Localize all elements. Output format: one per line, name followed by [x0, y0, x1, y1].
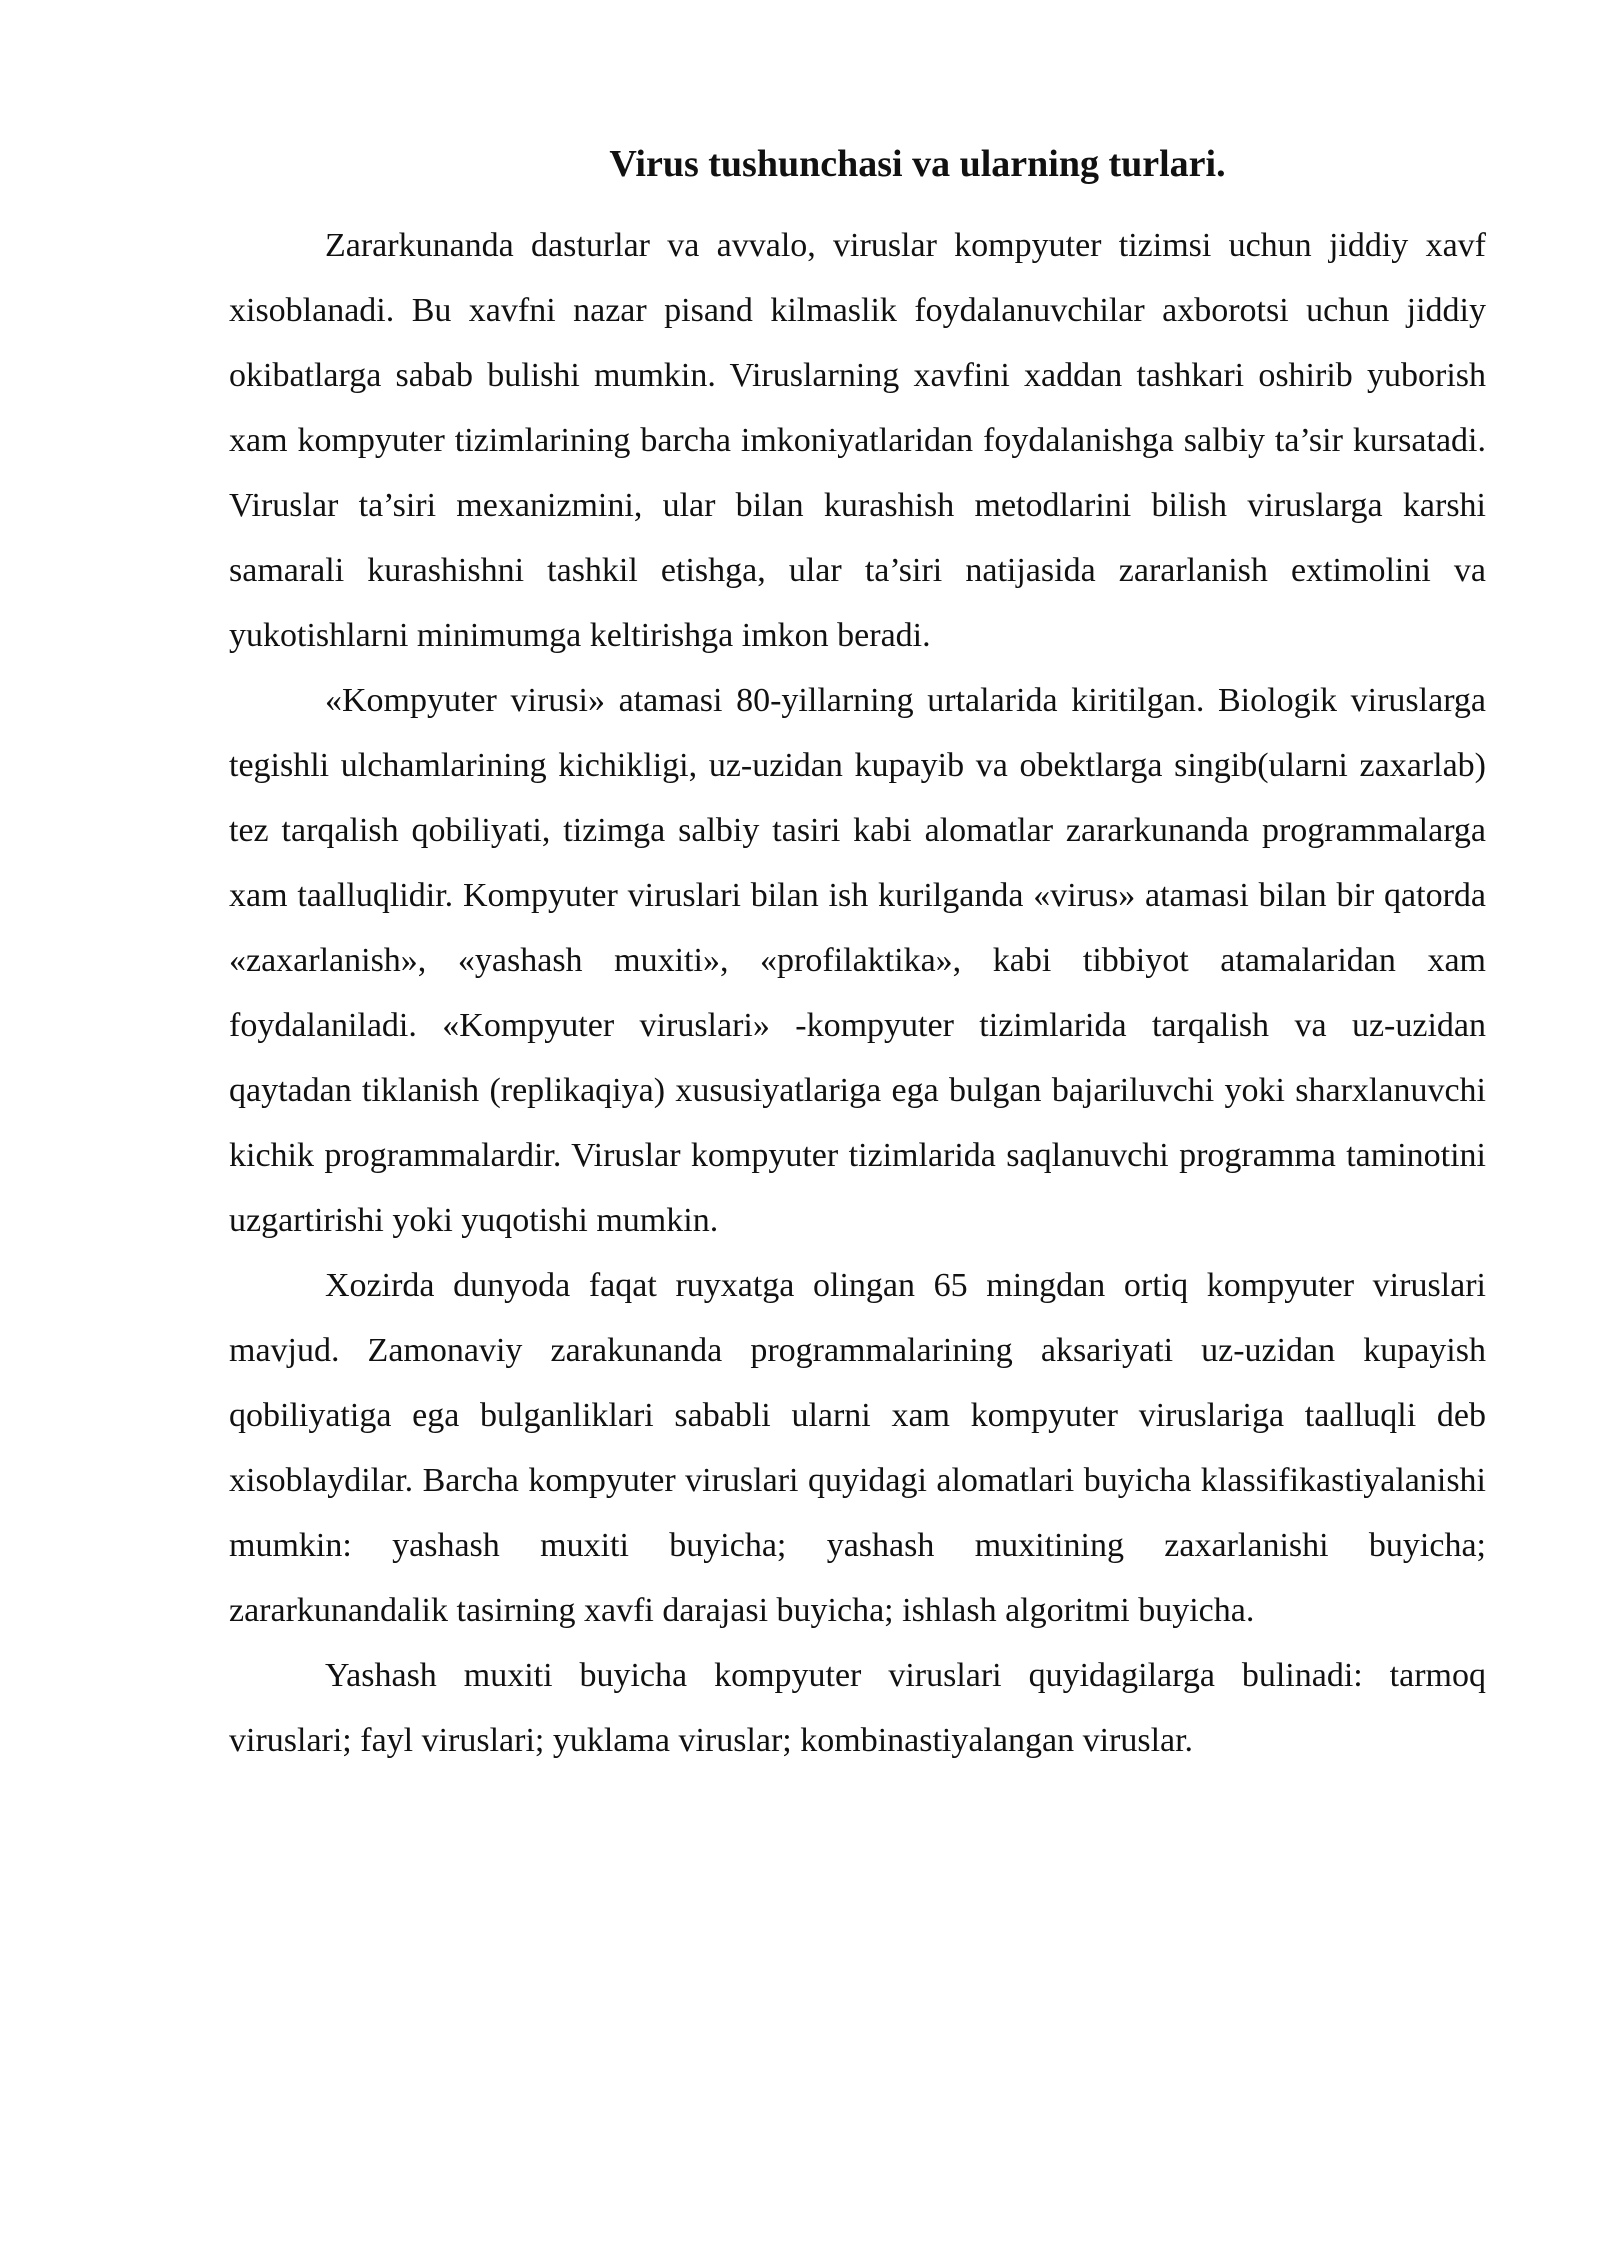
document-title: Virus tushunchasi va ularning turlari.	[609, 143, 1226, 185]
document-page	[229, 140, 1486, 1773]
paragraph: Yashash muxiti buyicha kompyuter viruslari quyidagilarga bulinadi: tarmoq viruslari; fayl viruslari; yuklama viruslar; kombinastiyalangan viruslar.	[229, 1657, 1486, 1760]
paragraph: Zararkunanda dasturlar va avvalo, viruslar kompyuter tizimsi uchun jiddiy xavf xisoblanadi. Bu xavfni nazar pisand kilmaslik foydalanuvchilar axborotsi uchun jiddiy okibatlarga sabab bulishi mumkin. Viruslarning xavfini xaddan tashkari oshirib yuborish xam kompyuter tizimlarining barcha imkoniyatlaridan foydalanishga salbiy ta’sir kursatadi. Viruslar ta’siri mexanizmini, ular bilan kurashish metodlarini bilish viruslarga karshi samarali kurashishni tashkil etishga, ular ta’siri natijasida zararlanish extimolini va yukotishlarni minimumga keltirishga imkon beradi.	[229, 227, 1486, 655]
paragraph: Xozirda dunyoda faqat ruyxatga olingan 65 mingdan ortiq kompyuter viruslari mavjud. Zamonaviy zarakunanda programmalarining aksariyati uz-uzidan kupayish qobiliyatiga ega bulganliklari sababli ularni xam kompyuter viruslariga taalluqli deb xisoblaydilar. Barcha kompyuter viruslari quyidagi alomatlari buyicha klassifikastiyalanishi mumkin: yashash muxiti buyicha; yashash muxitining zaxarlanishi buyicha; zararkunandalik tasirning xavfi darajasi buyicha; ishlash algoritmi buyicha.	[229, 1267, 1486, 1630]
paragraph: «Kompyuter virusi» atamasi 80-yillarning urtalarida kiritilgan. Biologik viruslarga tegishli ulchamlarining kichikligi, uz-uzidan kupayib va obektlarga singib(ularni zaxarlab) tez tarqalish qobiliyati, tizimga salbiy tasiri kabi alomatlar zararkunanda programmalarga xam taalluqlidir. Kompyuter viruslari bilan ish kurilganda «virus» atamasi bilan bir qatorda «zaxarlanish», «yashash muxiti», «profilaktika», kabi tibbiyot atamalaridan xam foydalaniladi. «Kompyuter viruslari» -kompyuter tizimlarida tarqalish va uz-uzidan qaytadan tiklanish (replikaqiya) xususiyatlariga ega bulgan bajariluvchi yoki sharxlanuvchi kichik programmalardir. Viruslar kompyuter tizimlarida saqlanuvchi programma taminotini uzgartirishi yoki yuqotishi mumkin.	[229, 682, 1486, 1240]
